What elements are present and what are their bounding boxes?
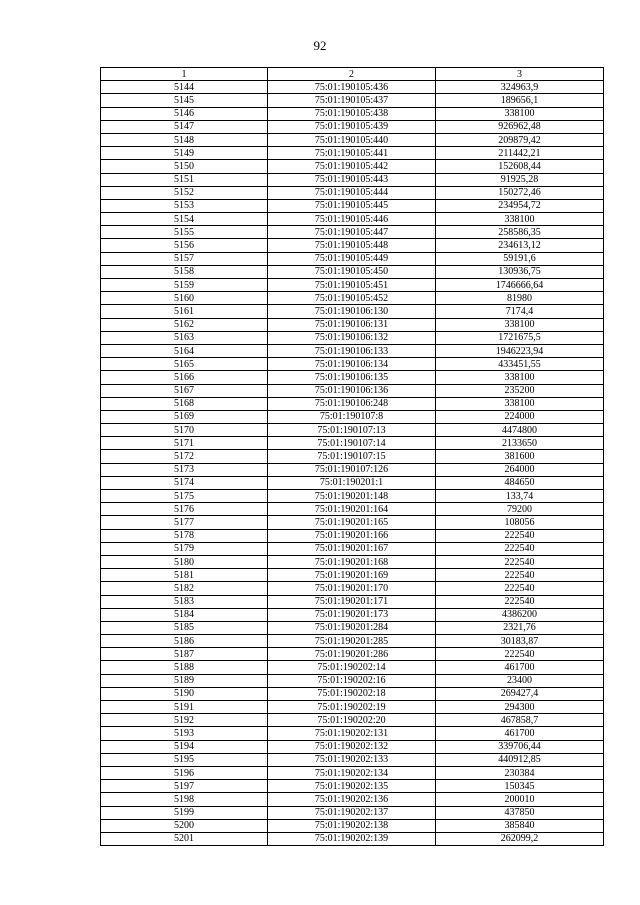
table-cell: 5156 [101,239,268,252]
table-cell: 222540 [436,648,604,661]
table-cell: 262099,2 [436,832,604,845]
table-cell: 5188 [101,661,268,674]
table-cell: 1721675,5 [436,331,604,344]
table-cell: 5199 [101,806,268,819]
table-cell: 75:01:190105:443 [268,173,436,186]
table-cell: 5191 [101,701,268,714]
table-row [101,555,604,568]
table-cell: 5165 [101,358,268,371]
table-cell: 5168 [101,397,268,410]
table-cell: 5177 [101,516,268,529]
table-cell: 234954,72 [436,199,604,212]
column-header: 1 [101,68,268,81]
table-cell: 75:01:190201:284 [268,621,436,634]
table-row [101,186,604,199]
table-cell: 75:01:190202:18 [268,687,436,700]
table-cell: 79200 [436,503,604,516]
table-cell: 75:01:190202:132 [268,740,436,753]
table-row [101,701,604,714]
table-cell: 75:01:190105:448 [268,239,436,252]
table-cell: 75:01:190201:1 [268,476,436,489]
table-row [101,410,604,423]
table-cell: 5147 [101,120,268,133]
table-cell: 5150 [101,160,268,173]
table-row [101,529,604,542]
table-cell: 461700 [436,661,604,674]
table-cell: 5145 [101,94,268,107]
table-row [101,173,604,186]
table-cell: 5184 [101,608,268,621]
table-cell: 75:01:190105:452 [268,292,436,305]
column-header: 3 [436,68,604,81]
table-cell: 5158 [101,265,268,278]
table-cell: 200010 [436,793,604,806]
table-cell: 5181 [101,569,268,582]
table-cell: 381600 [436,450,604,463]
table-cell: 222540 [436,595,604,608]
table-cell: 5157 [101,252,268,265]
table-row [101,727,604,740]
table-cell: 222540 [436,542,604,555]
table-cell: 30183,87 [436,635,604,648]
table-row [101,648,604,661]
table-cell: 5155 [101,226,268,239]
table-row [101,608,604,621]
table-cell: 324963,9 [436,81,604,94]
table-cell: 2133650 [436,437,604,450]
table-row [101,397,604,410]
table-cell: 234613,12 [436,239,604,252]
table-row [101,687,604,700]
table-cell: 338100 [436,318,604,331]
table-row [101,582,604,595]
table-cell: 5162 [101,318,268,331]
table-row [101,384,604,397]
table-cell: 269427,4 [436,687,604,700]
table-cell: 152608,44 [436,160,604,173]
table-cell: 5192 [101,714,268,727]
table-cell: 81980 [436,292,604,305]
table-row [101,239,604,252]
table-row [101,318,604,331]
table-cell: 5178 [101,529,268,542]
table-cell: 5187 [101,648,268,661]
table-cell: 75:01:190106:136 [268,384,436,397]
table-cell: 5151 [101,173,268,186]
table-row [101,358,604,371]
table-cell: 4386200 [436,608,604,621]
table-cell: 385840 [436,819,604,832]
table-cell: 75:01:190105:440 [268,133,436,146]
table-row [101,81,604,94]
table-cell: 75:01:190106:248 [268,397,436,410]
table-cell: 75:01:190202:135 [268,780,436,793]
table-cell: 5196 [101,766,268,779]
table-cell: 222540 [436,555,604,568]
table-cell: 5166 [101,371,268,384]
table-row [101,133,604,146]
table-row [101,160,604,173]
table-cell: 75:01:190105:439 [268,120,436,133]
table-row [101,674,604,687]
table-cell: 5189 [101,674,268,687]
table-cell: 437850 [436,806,604,819]
table-row [101,806,604,819]
table-cell: 108056 [436,516,604,529]
table-cell: 5179 [101,542,268,555]
table-row [101,542,604,555]
table-cell: 75:01:190105:436 [268,81,436,94]
table-row [101,199,604,212]
table-cell: 467858,7 [436,714,604,727]
table-header-row [101,68,604,81]
table-cell: 224000 [436,410,604,423]
table-cell: 75:01:190201:171 [268,595,436,608]
table-cell: 264000 [436,463,604,476]
table-cell: 59191,6 [436,252,604,265]
table-cell: 5153 [101,199,268,212]
table-cell: 2321,76 [436,621,604,634]
table-cell: 75:01:190105:442 [268,160,436,173]
table-cell: 189656,1 [436,94,604,107]
table-cell: 75:01:190107:13 [268,424,436,437]
table-cell: 75:01:190105:451 [268,279,436,292]
table-cell: 75:01:190105:441 [268,147,436,160]
table-cell: 338100 [436,397,604,410]
table-row [101,450,604,463]
table-cell: 75:01:190105:444 [268,186,436,199]
table-cell: 75:01:190107:8 [268,410,436,423]
table-cell: 75:01:190201:169 [268,569,436,582]
table-cell: 75:01:190106:135 [268,371,436,384]
table-cell: 222540 [436,529,604,542]
table-cell: 75:01:190202:131 [268,727,436,740]
table-cell: 338100 [436,213,604,226]
table-cell: 1946223,94 [436,344,604,357]
table-cell: 5194 [101,740,268,753]
table-body [101,81,604,846]
table-cell: 75:01:190202:16 [268,674,436,687]
table-cell: 211442,21 [436,147,604,160]
table-row [101,819,604,832]
table-cell: 75:01:190107:15 [268,450,436,463]
table-cell: 433451,55 [436,358,604,371]
table-cell: 75:01:190202:133 [268,753,436,766]
table-cell: 5176 [101,503,268,516]
table-cell: 5201 [101,832,268,845]
table-cell: 230384 [436,766,604,779]
table-row [101,252,604,265]
table-cell: 150345 [436,780,604,793]
table-row [101,305,604,318]
table-cell: 75:01:190202:14 [268,661,436,674]
table-cell: 484650 [436,476,604,489]
table-cell: 4474800 [436,424,604,437]
table-cell: 5148 [101,133,268,146]
table-cell: 222540 [436,582,604,595]
table-cell: 5193 [101,727,268,740]
table-cell: 75:01:190201:164 [268,503,436,516]
table-cell: 75:01:190202:139 [268,832,436,845]
table-row [101,331,604,344]
table-cell: 235200 [436,384,604,397]
table-row [101,832,604,845]
table-cell: 338100 [436,371,604,384]
table-row [101,503,604,516]
table-cell: 258586,35 [436,226,604,239]
table-cell: 5182 [101,582,268,595]
table-row [101,371,604,384]
table-cell: 5173 [101,463,268,476]
table-cell: 75:01:190105:449 [268,252,436,265]
table-cell: 75:01:190105:450 [268,265,436,278]
table-row [101,595,604,608]
table-row [101,424,604,437]
table-cell: 5200 [101,819,268,832]
table-cell: 339706,44 [436,740,604,753]
table-cell: 5169 [101,410,268,423]
table-cell: 75:01:190201:167 [268,542,436,555]
table-cell: 294300 [436,701,604,714]
table-cell: 5152 [101,186,268,199]
table-cell: 133,74 [436,490,604,503]
table-cell: 7174,4 [436,305,604,318]
table-cell: 75:01:190202:19 [268,701,436,714]
table-cell: 75:01:190202:138 [268,819,436,832]
table-row [101,476,604,489]
table-row [101,279,604,292]
table-cell: 23400 [436,674,604,687]
table-cell: 75:01:190201:286 [268,648,436,661]
table-cell: 75:01:190107:14 [268,437,436,450]
table-cell: 75:01:190202:134 [268,766,436,779]
table-cell: 5174 [101,476,268,489]
table-cell: 5160 [101,292,268,305]
table-cell: 5197 [101,780,268,793]
table-cell: 5161 [101,305,268,318]
table-row [101,463,604,476]
table-cell: 75:01:190106:132 [268,331,436,344]
table-cell: 75:01:190105:437 [268,94,436,107]
table-cell: 75:01:190105:447 [268,226,436,239]
table-cell: 75:01:190201:165 [268,516,436,529]
table-cell: 91925,28 [436,173,604,186]
table-cell: 5185 [101,621,268,634]
table-row [101,344,604,357]
table-cell: 75:01:190201:148 [268,490,436,503]
table-cell: 5146 [101,107,268,120]
table-cell: 5149 [101,147,268,160]
table-cell: 5171 [101,437,268,450]
table-cell: 5154 [101,213,268,226]
table-cell: 5186 [101,635,268,648]
table-cell: 5164 [101,344,268,357]
table-row [101,780,604,793]
table-row [101,265,604,278]
table-cell: 150272,46 [436,186,604,199]
table-row [101,213,604,226]
table-row [101,661,604,674]
table-row [101,635,604,648]
table-row [101,94,604,107]
table-row [101,714,604,727]
table-row [101,740,604,753]
table-cell: 5159 [101,279,268,292]
table-cell: 75:01:190202:137 [268,806,436,819]
table-row [101,516,604,529]
table-cell: 75:01:190202:20 [268,714,436,727]
column-header: 2 [268,68,436,81]
table-cell: 75:01:190106:133 [268,344,436,357]
table-cell: 5144 [101,81,268,94]
table-cell: 75:01:190201:285 [268,635,436,648]
table-row [101,226,604,239]
table-row [101,569,604,582]
table-cell: 5172 [101,450,268,463]
table-cell: 75:01:190106:131 [268,318,436,331]
table-cell: 5180 [101,555,268,568]
table-cell: 75:01:190201:173 [268,608,436,621]
table-cell: 5183 [101,595,268,608]
page-number: 92 [313,38,327,53]
table-cell: 5163 [101,331,268,344]
table-cell: 75:01:190201:170 [268,582,436,595]
table-row [101,292,604,305]
table-row [101,107,604,120]
table-cell: 75:01:190202:136 [268,793,436,806]
table-row [101,120,604,133]
table-row [101,793,604,806]
table-cell: 5167 [101,384,268,397]
table-cell: 1746666,64 [436,279,604,292]
table-cell: 5195 [101,753,268,766]
table-cell: 75:01:190106:134 [268,358,436,371]
table-cell: 75:01:190106:130 [268,305,436,318]
table-row [101,621,604,634]
table-cell: 440912,85 [436,753,604,766]
data-table [100,67,604,846]
table-cell: 5170 [101,424,268,437]
table-cell: 75:01:190105:446 [268,213,436,226]
table-cell: 926962,48 [436,120,604,133]
table-cell: 75:01:190201:166 [268,529,436,542]
table-row [101,753,604,766]
table-row [101,147,604,160]
table-cell: 5190 [101,687,268,700]
table-cell: 338100 [436,107,604,120]
table-cell: 5198 [101,793,268,806]
table-cell: 222540 [436,569,604,582]
table-row [101,766,604,779]
table-row [101,490,604,503]
table-cell: 130936,75 [436,265,604,278]
table-cell: 5175 [101,490,268,503]
table-cell: 75:01:190105:445 [268,199,436,212]
table-cell: 75:01:190201:168 [268,555,436,568]
table-cell: 209879,42 [436,133,604,146]
table-row [101,437,604,450]
table-cell: 461700 [436,727,604,740]
table-cell: 75:01:190107:126 [268,463,436,476]
table-cell: 75:01:190105:438 [268,107,436,120]
